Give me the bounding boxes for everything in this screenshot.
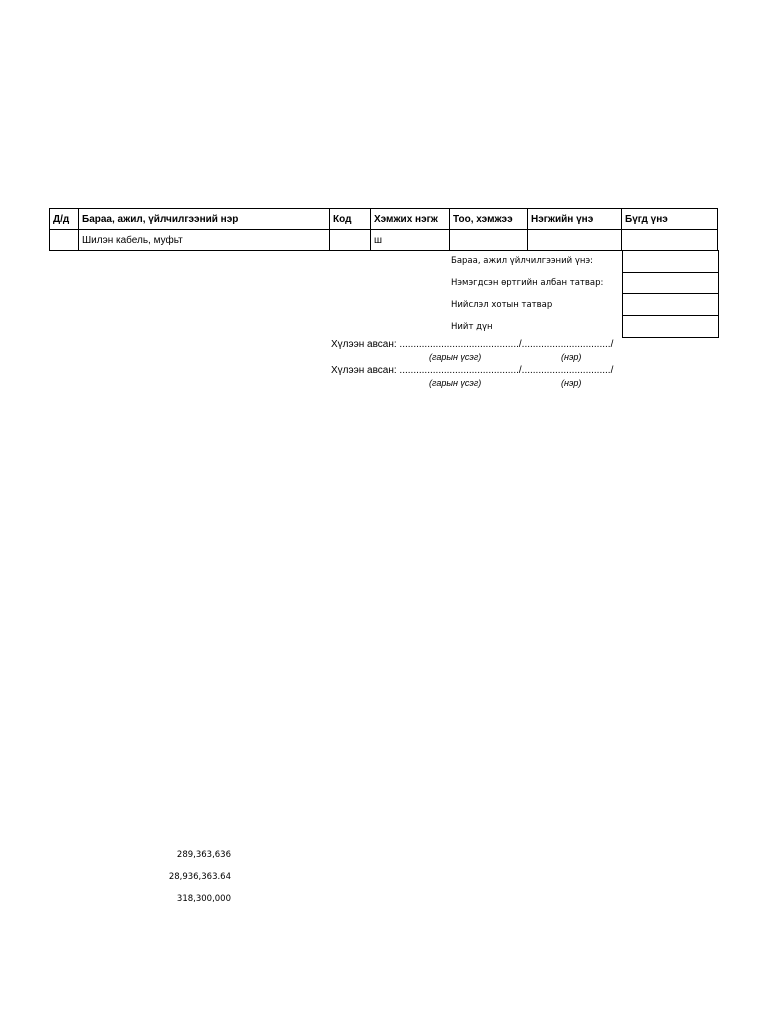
number-vat: 28,936,363.64 xyxy=(168,872,231,882)
number-total: 318,300,000 xyxy=(176,894,231,904)
signature-line-2 xyxy=(331,365,613,376)
table-header-row xyxy=(50,209,718,230)
cell-quantity xyxy=(450,230,528,251)
signature-sign-hint: (гарын үсэг) xyxy=(429,352,482,362)
signature-label: Хүлээн авсан: xyxy=(331,365,397,376)
cell-unit-price xyxy=(528,230,622,251)
cell-index xyxy=(50,230,79,251)
summary-label-city-tax: Нийслэл хотын татвар xyxy=(451,300,553,310)
signature-sign-hint: (гарын үсэг) xyxy=(429,378,482,388)
header-total-price: Бүгд үнэ xyxy=(622,209,718,230)
summary-value-city-tax xyxy=(622,294,719,316)
header-code: Код xyxy=(330,209,371,230)
header-index: Д/д xyxy=(50,209,79,230)
cell-code xyxy=(330,230,371,251)
summary-value-vat xyxy=(622,272,719,294)
header-quantity: Тоо, хэмжээ xyxy=(450,209,528,230)
cell-total-price xyxy=(622,230,718,251)
cell-unit: ш xyxy=(371,230,450,251)
invoice-table xyxy=(49,208,718,251)
signature-dots: .........................................../................................/ xyxy=(399,365,614,376)
summary-label-vat: Нэмэгдсэн өртгийн албан татвар: xyxy=(451,278,604,288)
signature-line-1 xyxy=(331,339,613,350)
signature-name-hint: (нэр) xyxy=(561,378,582,388)
cell-item-name: Шилэн кабель, муфьт xyxy=(79,230,330,251)
header-unit-price: Нэгжийн үнэ xyxy=(528,209,622,230)
signature-dots: .........................................../................................/ xyxy=(399,339,614,350)
summary-label-total: Нийт дүн xyxy=(451,322,493,332)
table-row xyxy=(50,230,718,251)
summary-value-total xyxy=(622,316,719,338)
summary-label-goods-price: Бараа, ажил үйлчилгээний үнэ: xyxy=(451,256,593,266)
summary-value-goods-price xyxy=(622,250,719,273)
header-unit: Хэмжих нэгж xyxy=(371,209,450,230)
signature-name-hint: (нэр) xyxy=(561,352,582,362)
header-item-name: Бараа, ажил, үйлчилгээний нэр xyxy=(79,209,330,230)
signature-label: Хүлээн авсан: xyxy=(331,339,397,350)
number-goods-price: 289,363,636 xyxy=(176,850,231,860)
